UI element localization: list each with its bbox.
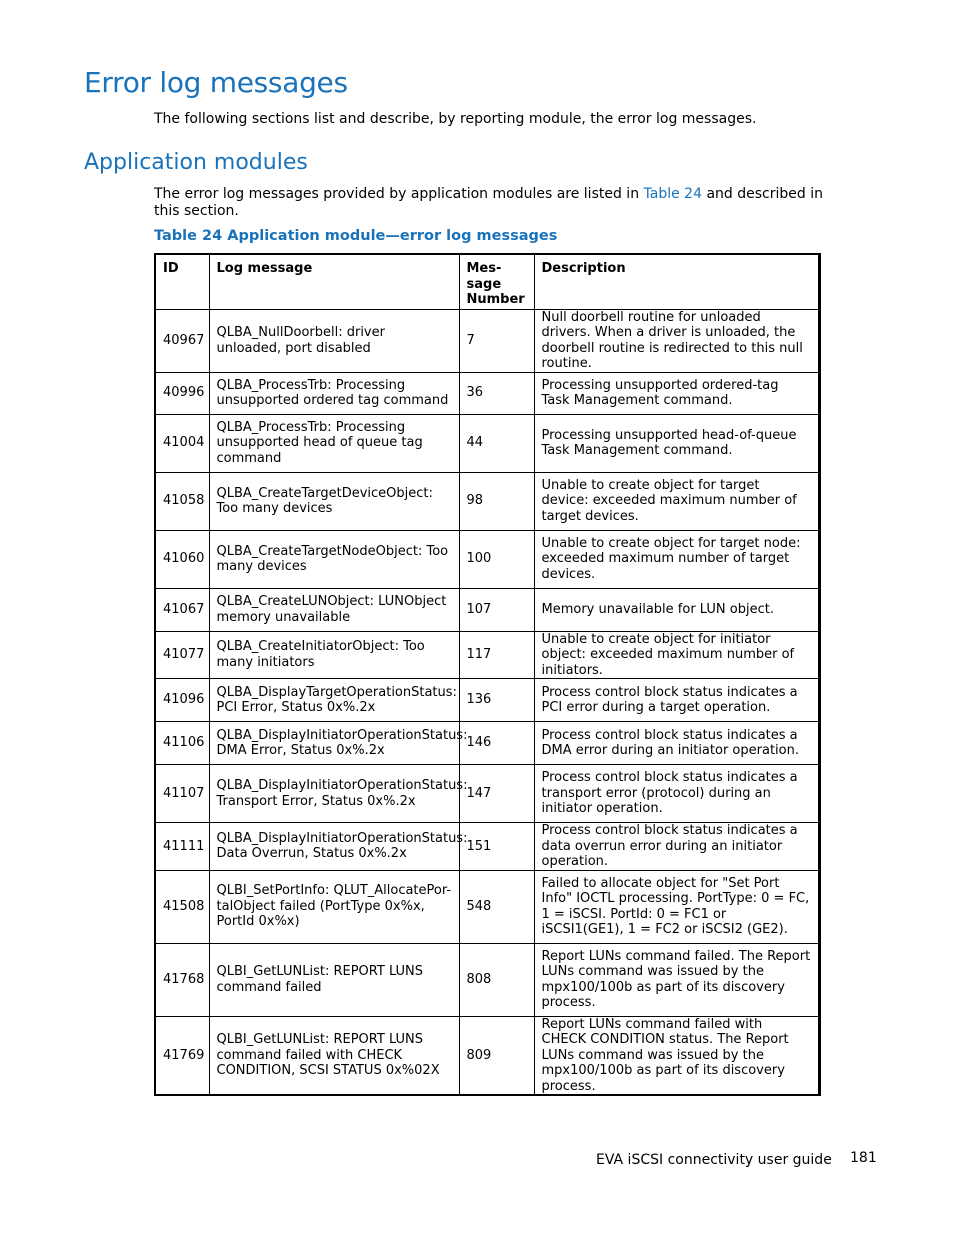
footer-guide-title: EVA iSCSI connectivity user guide (596, 1152, 832, 1168)
cell-description: Processing unsupported ordered-tag Task Management command. (534, 372, 819, 414)
cell-message-number: 809 (459, 1016, 534, 1095)
header-description: Description (534, 254, 819, 309)
cell-log-message: QLBA_CreateTargetNodeObject: Too many devices (209, 530, 459, 588)
section-title: Application modules (84, 150, 308, 175)
cell-description: Unable to create object for initiator object: exceeded maximum number of initiators. (534, 631, 819, 679)
cell-log-message: QLBA_CreateTargetDeviceObject: Too many devices (209, 472, 459, 530)
cell-log-message: QLBI_GetLUNList: REPORT LUNS command failed (209, 943, 459, 1016)
cell-message-number: 36 (459, 372, 534, 414)
error-log-table (154, 253, 821, 1096)
intro-text: The following sections list and describe, by reporting module, the error log messages. (154, 111, 757, 127)
table-header-row (155, 254, 819, 309)
cell-message-number: 147 (459, 765, 534, 823)
cell-id: 41058 (155, 472, 209, 530)
cell-description: Memory unavailable for LUN object. (534, 588, 819, 631)
table-row (155, 679, 819, 722)
cell-id: 41004 (155, 414, 209, 472)
cell-log-message: QLBA_NullDoorbell: driver unloaded, port disabled (209, 309, 459, 372)
page-number: 181 (850, 1150, 877, 1166)
cell-id: 41077 (155, 631, 209, 679)
section-paragraph-end: and described in this section. (154, 186, 823, 219)
cell-message-number: 146 (459, 722, 534, 765)
cell-id: 40996 (155, 372, 209, 414)
cell-id: 41096 (155, 679, 209, 722)
table-row (155, 588, 819, 631)
table-row (155, 414, 819, 472)
cell-description: Process control block status indicates a DMA error during an initiator operation. (534, 722, 819, 765)
cell-message-number: 808 (459, 943, 534, 1016)
cell-message-number: 107 (459, 588, 534, 631)
cell-message-number: 100 (459, 530, 534, 588)
table-24-link[interactable]: Table 24 (643, 186, 702, 202)
cell-id: 41067 (155, 588, 209, 631)
header-message-number: Mes-sage Number (459, 254, 534, 309)
header-id: ID (155, 254, 209, 309)
cell-message-number: 117 (459, 631, 534, 679)
cell-description: Process control block status indicates a PCI error during a target operation. (534, 679, 819, 722)
cell-id: 41508 (155, 870, 209, 943)
table-row (155, 530, 819, 588)
cell-log-message: QLBA_DisplayTargetOperationStatus: PCI Error, Status 0x%.2x (209, 679, 459, 722)
table-row (155, 631, 819, 679)
cell-log-message: QLBA_ProcessTrb: Processing unsupported ordered tag command (209, 372, 459, 414)
cell-id: 40967 (155, 309, 209, 372)
cell-description: Null doorbell routine for unloaded drivers. When a driver is unloaded, the doorbell routine is redirected to this null routine. (534, 309, 819, 372)
cell-description: Process control block status indicates a data overrun error during an initiator operation. (534, 823, 819, 871)
section-paragraph-start: The error log messages provided by application modules are listed in (154, 186, 644, 202)
table-row (155, 870, 819, 943)
cell-log-message: QLBA_ProcessTrb: Processing unsupported head of queue tag command (209, 414, 459, 472)
cell-description: Report LUNs command failed. The Report LUNs command was issued by the mpx100/100b as part of its discovery process. (534, 943, 819, 1016)
cell-description: Report LUNs command failed with CHECK CONDITION status. The Report LUNs command was issued by the mpx100/100b as part of its discovery process. (534, 1016, 819, 1095)
cell-description: Unable to create object for target device: exceeded maximum number of target devices. (534, 472, 819, 530)
cell-message-number: 98 (459, 472, 534, 530)
section-paragraph (154, 186, 844, 220)
cell-message-number: 44 (459, 414, 534, 472)
cell-log-message: QLBA_CreateInitiatorObject: Too many initiators (209, 631, 459, 679)
table-row (155, 765, 819, 823)
table-row (155, 943, 819, 1016)
cell-message-number: 7 (459, 309, 534, 372)
table-caption: Table 24 Application module—error log messages (154, 228, 558, 244)
cell-log-message: QLBA_DisplayInitiatorOperationStatus: Transport Error, Status 0x%.2x (209, 765, 459, 823)
cell-id: 41107 (155, 765, 209, 823)
cell-log-message: QLBA_DisplayInitiatorOperationStatus: DMA Error, Status 0x%.2x (209, 722, 459, 765)
cell-id: 41768 (155, 943, 209, 1016)
cell-log-message: QLBA_DisplayInitiatorOperationStatus: Data Overrun, Status 0x%.2x (209, 823, 459, 871)
cell-description: Unable to create object for target node: exceeded maximum number of target devices. (534, 530, 819, 588)
table-row (155, 722, 819, 765)
cell-description: Process control block status indicates a transport error (protocol) during an initiator operation. (534, 765, 819, 823)
table-row (155, 372, 819, 414)
table-row (155, 823, 819, 871)
cell-message-number: 548 (459, 870, 534, 943)
cell-log-message: QLBI_SetPortInfo: QLUT_AllocatePor-talObject failed (PortType 0x%x, PortId 0x%x) (209, 870, 459, 943)
cell-log-message: QLBI_GetLUNList: REPORT LUNS command failed with CHECK CONDITION, SCSI STATUS 0x%02X (209, 1016, 459, 1095)
cell-id: 41111 (155, 823, 209, 871)
cell-description: Processing unsupported head-of-queue Task Management command. (534, 414, 819, 472)
cell-message-number: 136 (459, 679, 534, 722)
cell-id: 41106 (155, 722, 209, 765)
table-row (155, 309, 819, 372)
cell-log-message: QLBA_CreateLUNObject: LUNObject memory unavailable (209, 588, 459, 631)
table-row (155, 472, 819, 530)
cell-id: 41769 (155, 1016, 209, 1095)
table-row (155, 1016, 819, 1095)
cell-description: Failed to allocate object for "Set Port Info" IOCTL processing. PortType: 0 = FC, 1 = iSCSI. PortId: 0 = FC1 or iSCSI1(GE1), 1 = FC2 or iSCSI2 (GE2). (534, 870, 819, 943)
page-title: Error log messages (84, 66, 348, 99)
cell-message-number: 151 (459, 823, 534, 871)
header-log-message: Log message (209, 254, 459, 309)
cell-id: 41060 (155, 530, 209, 588)
